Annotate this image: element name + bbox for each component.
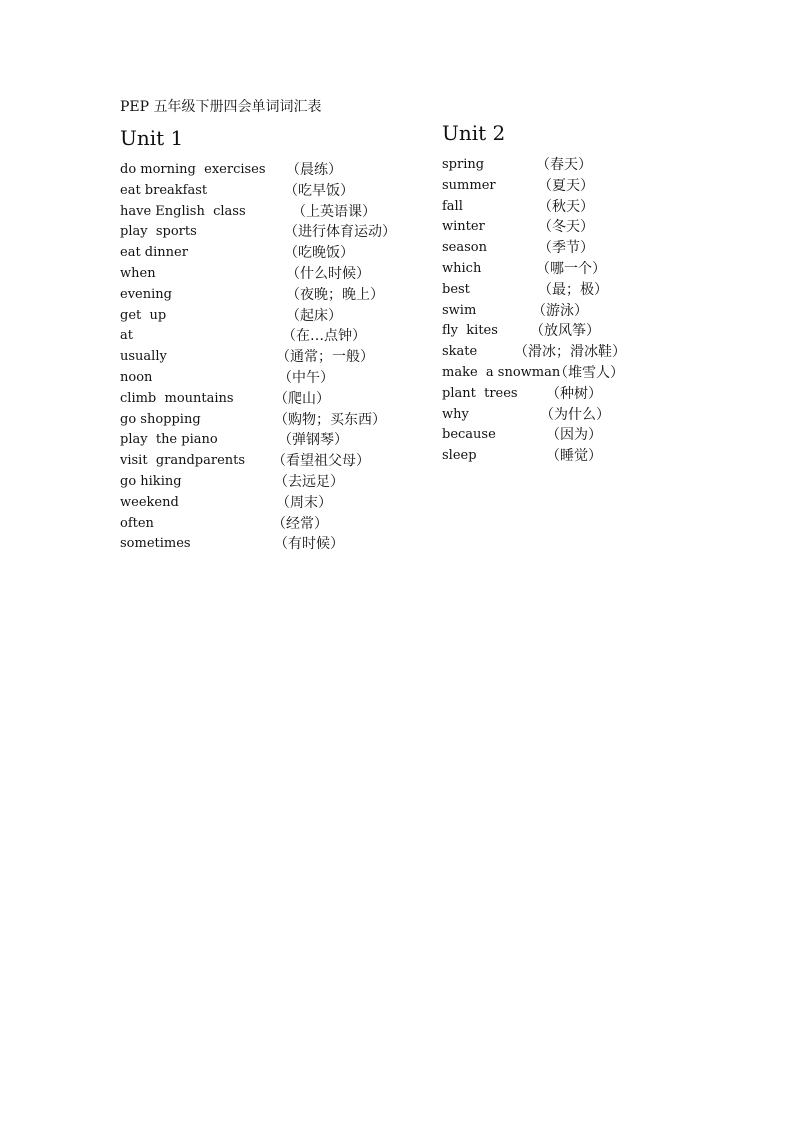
vocab-row [120,242,420,263]
english-word: have English class [120,203,246,219]
chinese-meaning: （夏天） [538,177,594,194]
english-word: sometimes [120,536,191,552]
chinese-meaning: （通常；一般） [276,349,374,366]
english-word: summer [442,177,496,193]
vocab-row [442,237,742,258]
chinese-meaning: （进行体育运动） [284,224,396,241]
vocab-row [442,216,742,237]
unit-2-word-list [442,154,742,466]
vocab-row [120,180,420,201]
vocab-row [442,279,742,300]
english-word: eat breakfast [120,182,208,198]
chinese-meaning: （去远足） [274,473,344,490]
chinese-meaning: （哪一个） [536,260,606,277]
chinese-meaning: （秋天） [538,198,594,215]
chinese-meaning: （中午） [278,369,334,386]
english-word: swim [442,302,477,318]
chinese-meaning: （季节） [538,240,594,257]
vocab-row [442,258,742,279]
vocab-row [120,284,420,305]
vocab-row [120,305,420,326]
vocab-row [442,196,742,217]
chinese-meaning: （夜晚；晚上） [286,286,384,303]
vocab-row [442,154,742,175]
english-word: visit grandparents [120,453,246,469]
chinese-meaning: （滑冰；滑冰鞋） [514,344,626,361]
english-word: because [442,427,496,443]
english-word: sleep [442,448,477,464]
vocab-row [442,404,742,425]
english-word: weekend [120,494,179,510]
page-title: PEP 五年级下册四会单词词汇表 [120,99,322,115]
chinese-meaning: （种树） [546,385,602,402]
chinese-meaning: （看望祖父母） [272,453,370,470]
english-word: noon [120,369,153,385]
chinese-meaning: （晨练） [286,162,342,178]
english-word: when [120,265,156,281]
vocab-row [120,492,420,513]
vocab-row [442,300,742,321]
english-word: which [442,260,482,276]
chinese-meaning: （吃晚饭） [284,245,354,262]
vocab-row [442,341,742,362]
vocab-row [442,383,742,404]
vocab-row [120,429,420,450]
vocab-row [120,263,420,284]
vocab-row [120,346,420,367]
vocab-row [120,201,420,222]
vocab-row [120,471,420,492]
english-word: winter [442,219,485,235]
vocab-row [120,513,420,534]
vocab-row [120,388,420,409]
chinese-meaning: （春天） [536,157,592,173]
chinese-meaning: （弹钢琴） [278,432,348,449]
chinese-meaning: （冬天） [538,219,594,236]
english-word: fall [442,198,463,214]
vocab-row [442,445,742,466]
chinese-meaning: （什么时候） [286,265,370,282]
vocab-row [120,450,420,471]
english-word: play sports [120,224,197,240]
english-word: make a snowman [442,364,561,380]
english-word: do morning exercises [120,162,266,177]
chinese-meaning: （最；极） [538,281,608,298]
english-word: fly kites [442,323,498,339]
chinese-meaning: （游泳） [532,302,588,319]
english-word: eat dinner [120,245,188,261]
english-word: season [442,240,487,256]
english-word: get up [120,307,167,323]
vocab-row [120,325,420,346]
english-word: evening [120,286,172,302]
english-word: go hiking [120,473,182,489]
unit-1-heading: Unit 1 [120,126,184,150]
chinese-meaning: （堆雪人） [554,364,624,381]
english-word: play the piano [120,432,218,448]
chinese-meaning: （吃早饭） [284,182,354,199]
vocab-row [120,533,420,554]
chinese-meaning: （购物；买东西） [274,411,386,428]
unit-2-heading: Unit 2 [442,121,506,145]
chinese-meaning: （在…点钟） [282,328,366,345]
english-word: best [442,281,470,297]
chinese-meaning: （经常） [272,515,328,532]
vocab-row [120,367,420,388]
vocab-row [442,362,742,383]
vocab-row [120,159,420,180]
english-word: spring [442,157,485,172]
chinese-meaning: （为什么） [540,406,610,423]
unit-1-word-list [120,159,420,554]
vocab-row [442,320,742,341]
vocab-row [120,221,420,242]
vocab-row [442,424,742,445]
english-word: skate [442,344,478,360]
chinese-meaning: （放风筝） [530,323,600,340]
chinese-meaning: （上英语课） [292,203,376,220]
vocab-row [442,175,742,196]
english-word: plant trees [442,385,518,401]
english-word: at [120,328,133,344]
chinese-meaning: （爬山） [274,390,330,407]
english-word: go shopping [120,411,201,427]
english-word: usually [120,349,167,365]
chinese-meaning: （周末） [276,494,332,511]
english-word: climb mountains [120,390,234,406]
chinese-meaning: （起床） [286,307,342,324]
vocab-row [120,409,420,430]
chinese-meaning: （有时候） [274,536,344,553]
english-word: often [120,515,154,531]
chinese-meaning: （因为） [546,427,602,444]
chinese-meaning: （睡觉） [546,448,602,465]
english-word: why [442,406,469,422]
